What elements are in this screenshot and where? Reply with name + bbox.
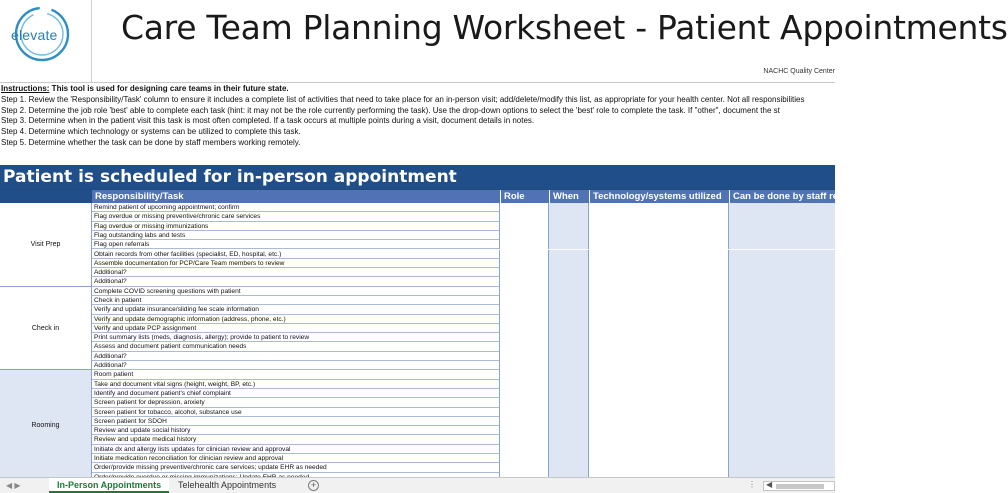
- section-title: Patient is scheduled for in-person appointment: [0, 165, 835, 189]
- table-row: [92, 287, 835, 296]
- task-group: [0, 370, 835, 482]
- when-cell[interactable]: [549, 445, 589, 454]
- role-cell[interactable]: [500, 296, 549, 305]
- remote-cell[interactable]: [729, 268, 835, 277]
- technology-cell[interactable]: [589, 370, 729, 379]
- when-cell[interactable]: [549, 268, 589, 277]
- instruction-step-1: Step 1. Review the 'Responsibility/Task' column to ensure it includes a complete list of activities that need to take place for an in-person visit; add/delete/modify this list, as appropriate for your health center. Not all responsibilities: [1, 94, 805, 104]
- role-cell[interactable]: [500, 203, 549, 212]
- technology-cell[interactable]: [589, 380, 729, 389]
- table-row: [92, 389, 835, 398]
- when-cell[interactable]: [549, 380, 589, 389]
- role-cell[interactable]: [500, 259, 549, 268]
- role-cell[interactable]: [500, 454, 549, 463]
- column-header-row: [92, 189, 839, 203]
- technology-cell[interactable]: [589, 408, 729, 417]
- task-cell[interactable]: Obtain records from other facilities (specialist, ED, hospital, etc.): [92, 250, 500, 259]
- task-grid: [0, 203, 835, 477]
- when-cell[interactable]: [549, 222, 589, 231]
- role-cell[interactable]: [500, 231, 549, 240]
- table-row: [92, 435, 835, 444]
- when-cell[interactable]: [549, 324, 589, 333]
- remote-cell[interactable]: [729, 240, 835, 249]
- role-cell[interactable]: [500, 445, 549, 454]
- remote-cell[interactable]: [729, 296, 835, 305]
- column-header-remote[interactable]: Can be done by staff re: [729, 190, 835, 204]
- remote-cell[interactable]: [729, 342, 835, 351]
- role-cell[interactable]: [500, 417, 549, 426]
- table-row: [92, 222, 835, 231]
- technology-cell[interactable]: [589, 333, 729, 342]
- remote-cell[interactable]: [729, 398, 835, 407]
- when-cell[interactable]: [549, 408, 589, 417]
- task-cell[interactable]: Flag outstanding labs and tests: [92, 231, 500, 240]
- remote-cell[interactable]: [729, 203, 835, 212]
- task-cell[interactable]: Complete COVID screening questions with patient: [92, 287, 500, 296]
- table-row: [92, 277, 835, 286]
- technology-cell[interactable]: [589, 277, 729, 286]
- task-cell[interactable]: Review and update medical history: [92, 435, 500, 444]
- scroll-left-icon[interactable]: ◀: [766, 480, 773, 489]
- more-options-icon[interactable]: ⋮: [748, 480, 756, 489]
- remote-cell[interactable]: [729, 333, 835, 342]
- remote-cell[interactable]: [729, 287, 835, 296]
- header-divider: [0, 82, 835, 83]
- role-cell[interactable]: [500, 398, 549, 407]
- role-cell[interactable]: [500, 389, 549, 398]
- when-cell[interactable]: [549, 203, 589, 212]
- task-group: [0, 287, 835, 371]
- when-cell[interactable]: [549, 287, 589, 296]
- remote-cell[interactable]: [729, 463, 835, 472]
- scrollbar-thumb[interactable]: [776, 484, 824, 489]
- technology-cell[interactable]: [589, 268, 729, 277]
- task-cell[interactable]: Additional?: [92, 268, 500, 277]
- instructions-lead-text: This tool is used for designing care teams in their future state.: [49, 84, 289, 93]
- technology-cell[interactable]: [589, 259, 729, 268]
- task-cell[interactable]: Additional?: [92, 352, 500, 361]
- remote-cell[interactable]: [729, 250, 835, 259]
- when-cell[interactable]: [549, 352, 589, 361]
- table-row: [92, 352, 835, 361]
- role-cell[interactable]: [500, 370, 549, 379]
- table-row: [92, 231, 835, 240]
- table-row: [92, 417, 835, 426]
- technology-cell[interactable]: [589, 454, 729, 463]
- remote-cell[interactable]: [729, 259, 835, 268]
- table-row: [92, 240, 835, 249]
- when-cell[interactable]: [549, 277, 589, 286]
- tab-in-person-appointments[interactable]: In-Person Appointments: [49, 478, 169, 493]
- tab-telehealth-appointments[interactable]: Telehealth Appointments: [178, 480, 277, 490]
- when-cell[interactable]: [549, 250, 589, 259]
- task-cell[interactable]: Verify and update demographic information (address, phone, etc.): [92, 315, 500, 324]
- role-cell[interactable]: [500, 426, 549, 435]
- technology-cell[interactable]: [589, 445, 729, 454]
- table-row: [92, 259, 835, 268]
- when-cell[interactable]: [549, 315, 589, 324]
- remote-cell[interactable]: [729, 324, 835, 333]
- logo-text: elevate: [11, 27, 58, 43]
- column-header-task[interactable]: Responsibility/Task: [95, 191, 184, 202]
- technology-cell[interactable]: [589, 342, 729, 351]
- task-cell[interactable]: Assemble documentation for PCP/Care Team members to review: [92, 259, 500, 268]
- instructions-lead: [1, 84, 835, 95]
- role-cell[interactable]: [500, 212, 549, 221]
- column-header-technology[interactable]: Technology/systems utilized: [589, 190, 729, 204]
- role-cell[interactable]: [500, 250, 549, 259]
- technology-cell[interactable]: [589, 315, 729, 324]
- when-cell[interactable]: [549, 389, 589, 398]
- table-row: [92, 361, 835, 370]
- group-label: Check in: [0, 287, 92, 371]
- table-row: [92, 408, 835, 417]
- task-cell[interactable]: Screen patient for depression, anxiety: [92, 398, 500, 407]
- table-row: [92, 454, 835, 463]
- role-cell[interactable]: [500, 222, 549, 231]
- sheet-tabs-bar: [0, 477, 835, 493]
- technology-cell[interactable]: [589, 212, 729, 221]
- technology-cell[interactable]: [589, 463, 729, 472]
- remote-cell[interactable]: [729, 454, 835, 463]
- table-row: [92, 342, 835, 351]
- remote-cell[interactable]: [729, 408, 835, 417]
- role-cell[interactable]: [500, 361, 549, 370]
- task-cell[interactable]: Verify and update PCP assignment: [92, 324, 500, 333]
- technology-cell[interactable]: [589, 250, 729, 259]
- task-cell[interactable]: Flag overdue or missing immunizations: [92, 222, 500, 231]
- when-cell[interactable]: [549, 398, 589, 407]
- technology-cell[interactable]: [589, 287, 729, 296]
- remote-cell[interactable]: [729, 212, 835, 221]
- remote-cell[interactable]: [729, 361, 835, 370]
- remote-cell[interactable]: [729, 222, 835, 231]
- task-cell[interactable]: Screen patient for SDOH: [92, 417, 500, 426]
- technology-cell[interactable]: [589, 398, 729, 407]
- task-group: [0, 203, 835, 287]
- table-row: [92, 426, 835, 435]
- task-cell[interactable]: Flag open referrals: [92, 240, 500, 249]
- when-cell[interactable]: [549, 305, 589, 314]
- instructions-label: Instructions:: [1, 84, 50, 93]
- technology-cell[interactable]: [589, 231, 729, 240]
- instructions-block: [1, 84, 835, 149]
- role-cell[interactable]: [500, 463, 549, 472]
- task-cell[interactable]: Review and update social history: [92, 426, 500, 435]
- task-cell[interactable]: Take and document vital signs (height, weight, BP, etc.): [92, 380, 500, 389]
- role-cell[interactable]: [500, 277, 549, 286]
- table-row: [92, 324, 835, 333]
- table-row: [92, 333, 835, 342]
- remote-cell[interactable]: [729, 231, 835, 240]
- role-cell[interactable]: [500, 240, 549, 249]
- when-cell[interactable]: [549, 342, 589, 351]
- when-cell[interactable]: [549, 231, 589, 240]
- table-row: [92, 370, 835, 379]
- technology-cell[interactable]: [589, 203, 729, 212]
- instruction-step-5: Step 5. Determine whether the task can be done by staff members working remotely.: [1, 137, 301, 147]
- column-header-when[interactable]: When: [549, 190, 589, 204]
- task-cell[interactable]: Flag overdue or missing preventive/chronic care services: [92, 212, 500, 221]
- task-cell[interactable]: Initiate dx and allergy lists updates for clinician review and approval: [92, 445, 500, 454]
- table-row: [92, 203, 835, 212]
- table-row: [92, 250, 835, 259]
- column-header-corner: [0, 189, 92, 203]
- tab-scroll-icon[interactable]: ◀ ▶: [6, 481, 21, 490]
- table-row: [92, 315, 835, 324]
- role-cell[interactable]: [500, 287, 549, 296]
- role-cell[interactable]: [500, 352, 549, 361]
- add-sheet-icon[interactable]: +: [308, 480, 319, 491]
- table-row: [92, 398, 835, 407]
- technology-cell[interactable]: [589, 361, 729, 370]
- role-cell[interactable]: [500, 435, 549, 444]
- worksheet-header: [0, 0, 1008, 82]
- remote-cell[interactable]: [729, 277, 835, 286]
- task-cell[interactable]: Room patient: [92, 370, 500, 379]
- task-cell[interactable]: Initiate medication reconciliation for clinician review and approval: [92, 454, 500, 463]
- role-cell[interactable]: [500, 324, 549, 333]
- role-cell[interactable]: [500, 315, 549, 324]
- technology-cell[interactable]: [589, 352, 729, 361]
- instruction-step-4: Step 4. Determine which technology or systems can be utilized to complete this task.: [1, 127, 301, 137]
- task-cell[interactable]: Screen patient for tobacco, alcohol, substance use: [92, 408, 500, 417]
- group-label: Visit Prep: [0, 203, 92, 287]
- group-label: Rooming: [0, 370, 92, 482]
- remote-cell[interactable]: [729, 305, 835, 314]
- instruction-step-3: Step 3. Determine when in the patient visit this task is most often completed. If a task occurs at multiple points during a visit, document details in notes.: [1, 116, 535, 126]
- remote-cell[interactable]: [729, 352, 835, 361]
- remote-cell[interactable]: [729, 445, 835, 454]
- when-cell[interactable]: [549, 240, 589, 249]
- technology-cell[interactable]: [589, 324, 729, 333]
- instruction-step-2: Step 2. Determine the job role 'best' able to complete each task (hint: it may not be the role currently performing the task). Use the drop-down options to select the 'best' role to complete the task. If "other", document the st: [1, 105, 780, 115]
- remote-cell[interactable]: [729, 370, 835, 379]
- table-row: [92, 305, 835, 314]
- technology-cell[interactable]: [589, 417, 729, 426]
- role-cell[interactable]: [500, 408, 549, 417]
- technology-cell[interactable]: [589, 222, 729, 231]
- task-cell[interactable]: Print summary lists (meds, diagnosis, allergy); provide to patient to review: [92, 333, 500, 342]
- task-cell[interactable]: Check in patient: [92, 296, 500, 305]
- table-row: [92, 463, 835, 472]
- table-row: [92, 212, 835, 221]
- role-cell[interactable]: [500, 333, 549, 342]
- when-cell[interactable]: [549, 296, 589, 305]
- task-cell[interactable]: Remind patient of upcoming appointment; confirm: [92, 203, 500, 212]
- logo-area: [0, 0, 92, 82]
- when-cell[interactable]: [549, 361, 589, 370]
- when-cell[interactable]: [549, 333, 589, 342]
- remote-cell[interactable]: [729, 315, 835, 324]
- technology-cell[interactable]: [589, 296, 729, 305]
- role-cell[interactable]: [500, 342, 549, 351]
- when-cell[interactable]: [549, 417, 589, 426]
- org-note: NACHC Quality Center: [763, 68, 835, 75]
- when-cell[interactable]: [549, 370, 589, 379]
- task-cell[interactable]: Order/provide missing preventive/chronic care services; update EHR as needed: [92, 463, 500, 472]
- table-row: [92, 445, 835, 454]
- table-row: [92, 268, 835, 277]
- technology-cell[interactable]: [589, 389, 729, 398]
- role-cell[interactable]: [500, 268, 549, 277]
- role-cell[interactable]: [500, 380, 549, 389]
- task-cell[interactable]: Identify and document patient's chief complaint: [92, 389, 500, 398]
- when-cell[interactable]: [549, 212, 589, 221]
- horizontal-scrollbar[interactable]: [763, 481, 835, 491]
- table-row: [92, 296, 835, 305]
- remote-cell[interactable]: [729, 426, 835, 435]
- technology-cell[interactable]: [589, 435, 729, 444]
- remote-cell[interactable]: [729, 389, 835, 398]
- page-title: Care Team Planning Worksheet - Patient Appointments: [121, 8, 1008, 47]
- task-cell[interactable]: Additional?: [92, 361, 500, 370]
- remote-cell[interactable]: [729, 380, 835, 389]
- remote-cell[interactable]: [729, 417, 835, 426]
- technology-cell[interactable]: [589, 426, 729, 435]
- technology-cell[interactable]: [589, 305, 729, 314]
- when-cell[interactable]: [549, 454, 589, 463]
- technology-cell[interactable]: [589, 240, 729, 249]
- table-row: [92, 380, 835, 389]
- column-header-role[interactable]: Role: [500, 190, 549, 204]
- task-cell[interactable]: Verify and update insurance/sliding fee scale information: [92, 305, 500, 314]
- when-cell[interactable]: [549, 259, 589, 268]
- when-cell[interactable]: [549, 426, 589, 435]
- task-cell[interactable]: Assess and document patient communication needs: [92, 342, 500, 351]
- when-cell[interactable]: [549, 463, 589, 472]
- role-cell[interactable]: [500, 305, 549, 314]
- when-cell[interactable]: [549, 435, 589, 444]
- remote-cell[interactable]: [729, 435, 835, 444]
- task-cell[interactable]: Additional?: [92, 277, 500, 286]
